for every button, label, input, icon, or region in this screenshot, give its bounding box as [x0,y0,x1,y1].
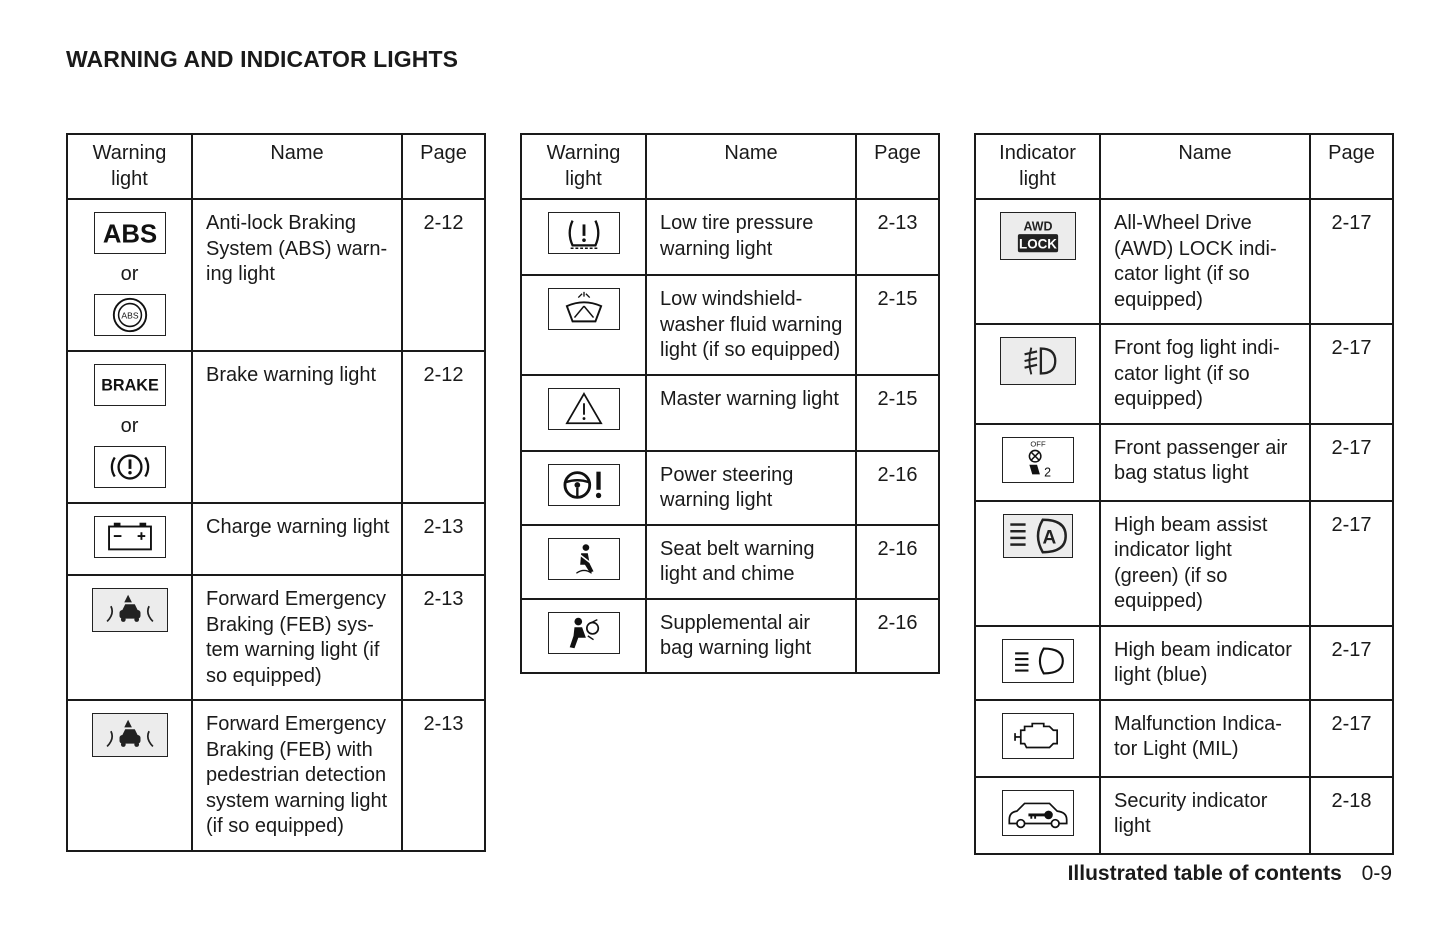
brake-text-label: BRAKE [100,376,159,395]
icon-cell [67,700,192,851]
page-cell: 2-13 [402,575,485,700]
battery-icon [94,516,166,558]
table-row [521,599,939,673]
header-name: Name [192,134,402,199]
name-cell: Forward Emergency Braking (FEB) with pedestrian detection system warning light (if so equipped) [192,700,402,851]
icon-cell [67,503,192,575]
name-cell: Anti-lock Braking System (ABS) warn-ing light [192,199,402,351]
table-row [521,199,939,275]
icon-cell [975,199,1100,324]
name-cell: Brake warning light [192,351,402,503]
name-cell: Charge warning light [192,503,402,575]
name-cell: High beam indicator light (blue) [1100,626,1310,700]
header-indicator-light: Indicator light [975,134,1100,199]
page-cell: 2-17 [1310,626,1393,700]
table-row [521,451,939,525]
header-name: Name [1100,134,1310,199]
table-header-row [67,134,485,199]
table-header-row [521,134,939,199]
abs-text-icon [94,212,166,254]
name-cell: Front passenger air bag status light [1100,424,1310,501]
table-row [67,199,485,351]
table-row [67,351,485,503]
washer-fluid-icon [548,288,620,330]
table-row [521,275,939,375]
page-cell: 2-16 [856,599,939,673]
awd-label: AWD [1022,219,1053,234]
icon-cell [975,424,1100,501]
header-name: Name [646,134,856,199]
name-cell: Security indicator light [1100,777,1310,854]
brake-text-icon [94,364,166,406]
icon-cell [975,700,1100,777]
page-cell: 2-17 [1310,424,1393,501]
off-label: OFF [1029,439,1046,449]
icon-cell [67,351,192,503]
footer-page-number: 0-9 [1361,862,1392,885]
icon-cell [521,525,646,599]
icon-cell [975,324,1100,424]
table-row [975,324,1393,424]
name-cell: High beam assist indicator light (green) (if so equipped) [1100,501,1310,626]
security-icon [1002,790,1074,836]
name-cell: Seat belt warning light and chime [646,525,856,599]
icon-cell [67,575,192,700]
seat-number-label: 2 [1043,464,1051,479]
feb-icon [92,588,168,632]
table-row [521,525,939,599]
name-cell: Low windshield-washer fluid warning light (if so equipped) [646,275,856,375]
page-cell: 2-16 [856,525,939,599]
header-page: Page [856,134,939,199]
table-row [975,626,1393,700]
name-cell: Forward Emergency Braking (FEB) sys-tem warning light (if so equipped) [192,575,402,700]
table-row [975,777,1393,854]
name-cell: Master warning light [646,375,856,451]
name-cell: Power steering warning light [646,451,856,525]
page-cell: 2-17 [1310,324,1393,424]
header-page: Page [402,134,485,199]
passenger-airbag-icon [1002,437,1074,483]
assist-letter: A [1042,527,1056,549]
airbag-icon [548,612,620,654]
table-row [67,700,485,851]
icon-cell [975,626,1100,700]
icon-cell [521,599,646,673]
header-warning-light: Warning light [67,134,192,199]
high-beam-icon [1002,639,1074,683]
page-cell: 2-13 [402,700,485,851]
or-label: or [120,263,139,285]
table-row [975,199,1393,324]
front-fog-icon [1000,337,1076,385]
engine-icon [1002,713,1074,759]
page-cell: 2-12 [402,351,485,503]
table-header-row [975,134,1393,199]
awd-lock-icon [1000,212,1076,260]
master-warning-icon [548,388,620,430]
page-title: WARNING AND INDICATOR LIGHTS [66,46,459,72]
high-beam-assist-icon [1003,514,1073,558]
name-cell: Front fog light indi-cator light (if so equipped) [1100,324,1310,424]
table-row [521,375,939,451]
indicator-lights-table [974,133,1394,855]
name-cell: Low tire pressure warning light [646,199,856,275]
seat-belt-icon [548,538,620,580]
table-row [975,700,1393,777]
tire-pressure-icon [548,212,620,254]
page-cell: 2-12 [402,199,485,351]
page-cell: 2-17 [1310,501,1393,626]
icon-cell [67,199,192,351]
page-cell: 2-16 [856,451,939,525]
page-cell: 2-15 [856,275,939,375]
page-cell: 2-13 [402,503,485,575]
icon-cell [975,777,1100,854]
name-cell: Malfunction Indica-tor Light (MIL) [1100,700,1310,777]
table-row [67,503,485,575]
icon-cell [975,501,1100,626]
page-footer [1068,862,1392,886]
page-cell: 2-17 [1310,199,1393,324]
page-cell: 2-15 [856,375,939,451]
table-row [975,424,1393,501]
page-cell: 2-13 [856,199,939,275]
name-cell: All-Wheel Drive (AWD) LOCK indi-cator light (if so equipped) [1100,199,1310,324]
abs-text-label: ABS [102,220,157,249]
warning-lights-table-2 [520,133,940,674]
or-label: or [120,415,139,437]
warning-lights-table-1 [66,133,486,852]
icon-cell [521,451,646,525]
header-page: Page [1310,134,1393,199]
header-warning-light: Warning light [521,134,646,199]
name-cell: Supplemental air bag warning light [646,599,856,673]
table-row [67,575,485,700]
table-row [975,501,1393,626]
abs-circle-label: ABS [120,309,139,320]
brake-circle-icon [94,446,166,488]
icon-cell [521,275,646,375]
page-cell: 2-17 [1310,700,1393,777]
feb-pedestrian-icon [92,713,168,757]
icon-cell [521,375,646,451]
icon-cell [521,199,646,275]
power-steering-icon [548,464,620,506]
page-cell: 2-18 [1310,777,1393,854]
abs-circle-icon [94,294,166,336]
lock-label: LOCK [1018,236,1057,252]
footer-section-title: Illustrated table of contents [1067,862,1342,885]
